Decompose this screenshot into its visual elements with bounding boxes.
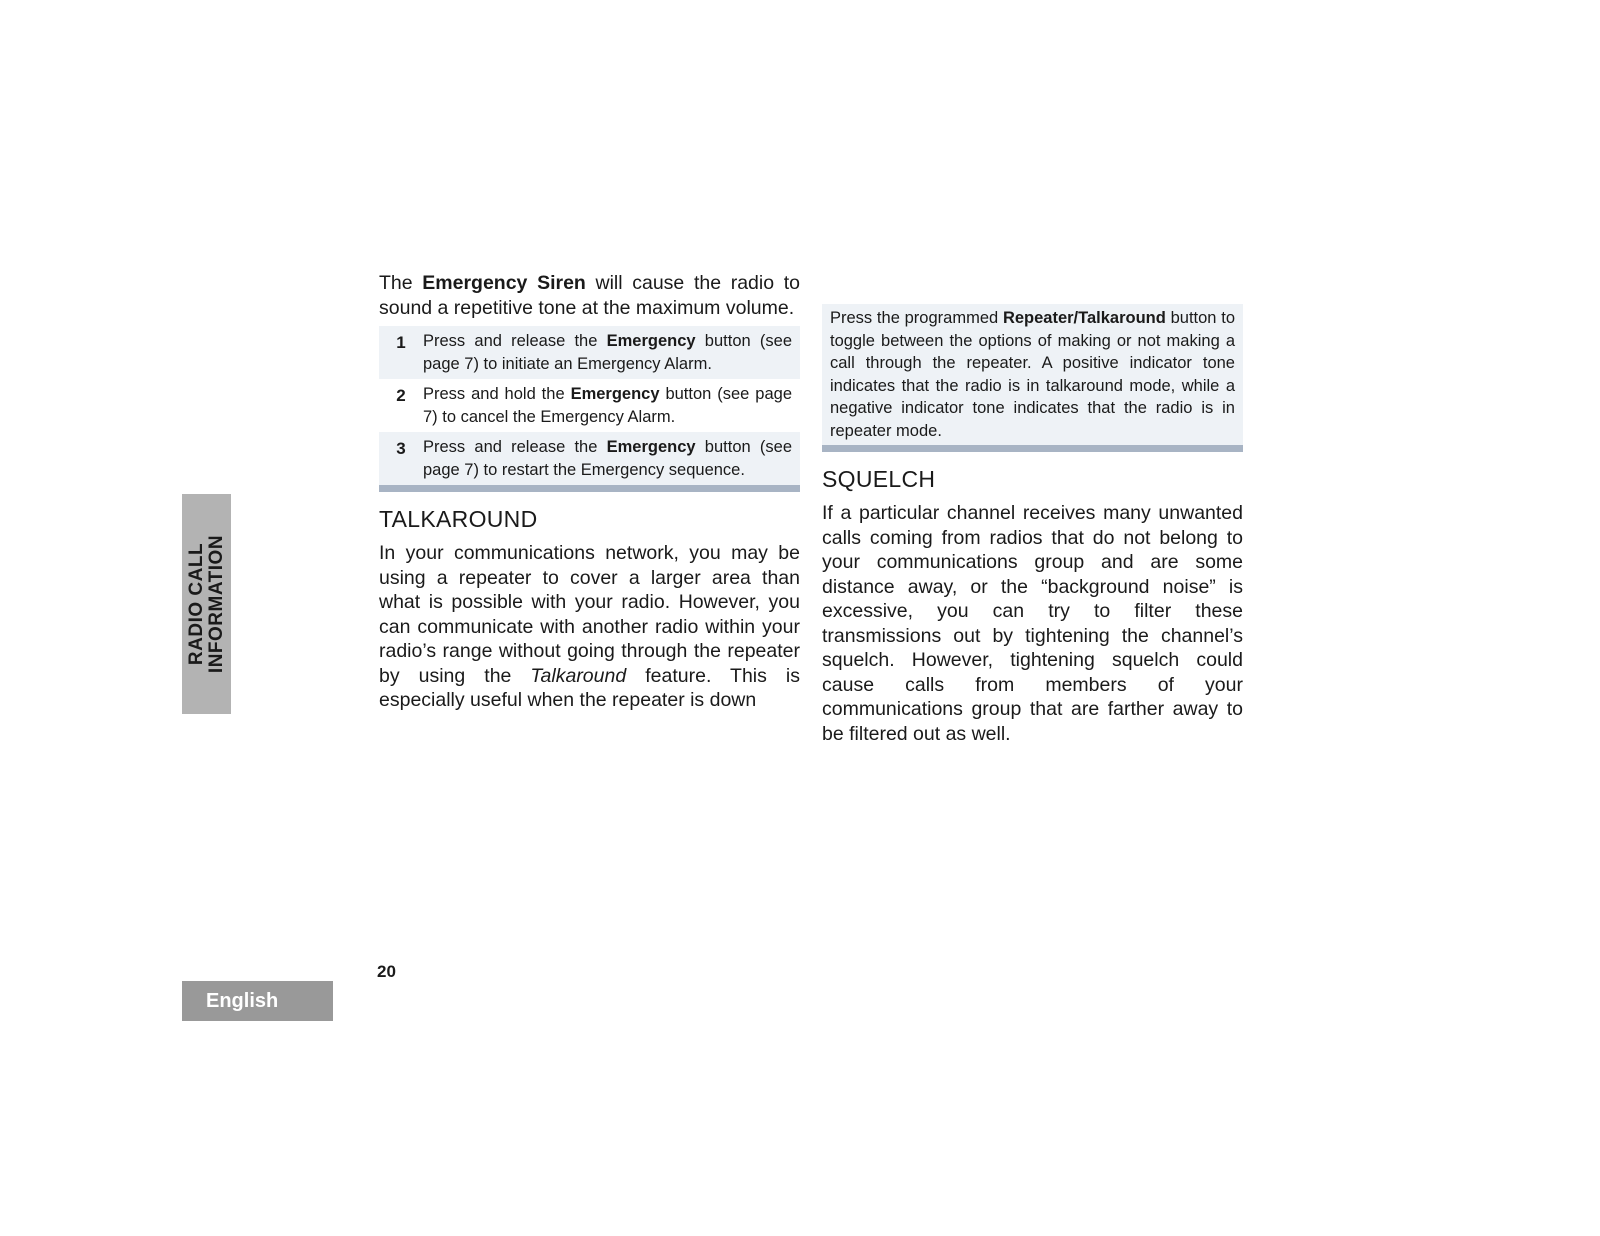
side-tab-line2: INFORMATION [205, 534, 227, 674]
side-tab-line1: RADIO CALL [185, 542, 207, 666]
step-text: Press and release the Emergency button (see page 7) to initiate an Emergency Alarm. [423, 332, 792, 373]
emergency-siren-intro: The Emergency Siren will cause the radio to sound a repetitive tone at the maximum volume. [379, 272, 800, 319]
step-row [379, 326, 800, 379]
section-side-tab [182, 494, 231, 714]
step-row [379, 432, 800, 485]
squelch-paragraph: If a particular channel receives many unwanted calls coming from radios that do not belong to your communications group and are some distance away, or the “background noise” is excessive, you can try to filter these transmissions out by tightening the channel’s squelch. However, tightening squelch could cause calls from members of your communications group that are farther away to be filtered out as well. [822, 502, 1243, 745]
step-number: 3 [396, 439, 406, 458]
section-side-tab-label [187, 494, 227, 714]
step-text: Press and release the Emergency button (see page 7) to restart the Emergency sequence. [423, 438, 792, 479]
page-number: 20 [377, 962, 396, 981]
language-tab: English [182, 981, 333, 1021]
left-column [379, 271, 800, 713]
step-number: 2 [396, 386, 406, 405]
step-text: Press and hold the Emergency button (see page 7) to cancel the Emergency Alarm. [423, 385, 792, 426]
emergency-siren-term: Emergency Siren [422, 272, 586, 294]
emergency-steps [379, 326, 800, 492]
talkaround-paragraph: In your communications network, you may be using a repeater to cover a larger area than what is possible with your radio. However, you can communicate with another radio within your radio’s range without going through the repeater by using the Talkaround feature. This is especially useful when the repeater is down [379, 542, 800, 711]
repeater-talkaround-term: Repeater/Talkaround [1002, 309, 1166, 327]
divider [822, 445, 1243, 452]
step-number: 1 [396, 333, 406, 352]
step-row [379, 379, 800, 432]
talkaround-heading: TALKAROUND [379, 506, 538, 532]
right-column [822, 304, 1243, 746]
repeater-talkaround-note: Press the programmed Repeater/Talkaround button to toggle between the options of making or not making a call through the repeater. A positive indicator tone indicates that the radio is in talkaround mode, while a negative indicator tone indicates that the radio is in repeater mode. [822, 304, 1243, 445]
divider [379, 485, 800, 492]
squelch-heading: SQUELCH [822, 466, 936, 492]
